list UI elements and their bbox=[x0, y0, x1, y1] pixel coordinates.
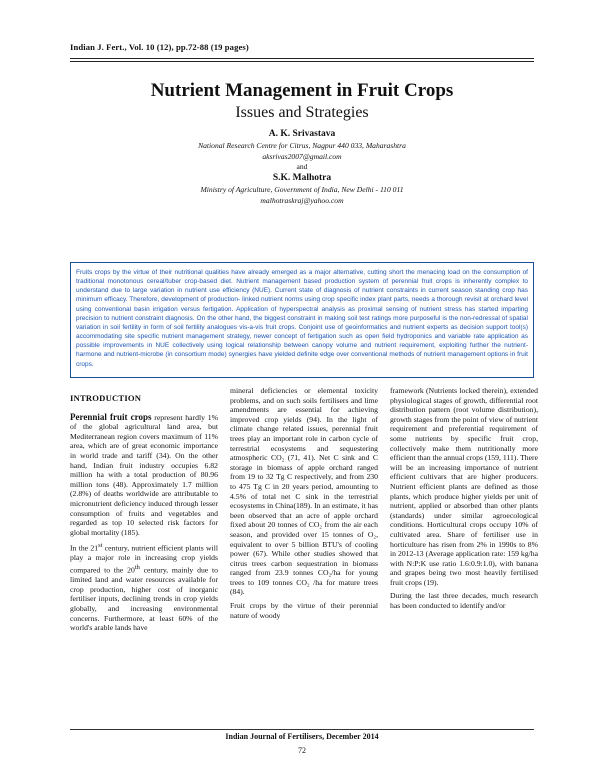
column-2 bbox=[230, 386, 378, 728]
header-rule-thin bbox=[70, 61, 534, 62]
paragraph: During the last three decades, much research has been conducted to identify and/or bbox=[390, 591, 538, 611]
abstract-box: Fruits crops by the virtue of their nutritional qualities have already emerged as a major alternative, cutting short the menacing load on the consumption of traditional monotonous cereal/tuber crop-based diet. Nutrient management based production system of perennial fruit crops is inherently complex to understand due to large variation in nutrient use efficiency (NUE). Current state of diagnosis of nutrient constraints in current season standing crop has minimum efficacy. Therefore, development of production- linked nutrient norms using crop specific index plant parts, needs a thorough revisit at orchard level using conventional basin irrigation versus fertigation. Application of hyperspectral analysis as proximal sensing of nutrient stress has started imparting precision to nutrient constraint diagnosis. On the other hand, the biggest constraint in making soil test ratings more purposeful is the non-redressal of spatial variation in soil fertility in form of soil fertility analogues vis-a-vis fruit crops. Conjoint use of geoinformatics and nutrient experts as decision support tool(s) accommodating site specific nutrient management strategy, newer concept of fertigation such as open field hydroponics and variable rate application as possible improvements in NUE collectively using logical relationship between canopy volume and nutrient requirement, exploiting further the nutrient-harmone and nutrient-microbe (in consortium mode) synergies have yielded definite edge over conventional methods of nutrient management options in fruit crops. bbox=[70, 262, 534, 378]
author-block bbox=[70, 128, 534, 206]
column-1 bbox=[70, 394, 218, 728]
page-number: 72 bbox=[298, 746, 306, 755]
author-2-name: S.K. Malhotra bbox=[272, 173, 332, 183]
paragraph-text: In the 21 bbox=[70, 543, 99, 553]
author-2-affiliation: Ministry of Agriculture, Government of India, New Delhi - 110 011 bbox=[200, 185, 404, 194]
paragraph-text: century, mainly due to limited land and water resources available for crop production, higher cost of inorganic fertiliser inputs, declining trends in crop yields globally, and increasing environmental concerns. Furthermore, at least 60% of the world's arable lands have bbox=[70, 565, 218, 633]
paragraph bbox=[70, 413, 218, 538]
author-1-email[interactable]: aksrivas2007@gmail.com bbox=[262, 151, 342, 161]
article-title: Nutrient Management in Fruit Crops bbox=[150, 80, 454, 101]
paragraph-text: represent hardly 1% of the global agricultural land area, but Mediterranean region covers maximum of 11% area, which are of great economic importance in world trade and tariff (34). On the other hand, Indian fruit industry occupies 6.82 million ha with a total production of 80.96 million tons (48). Approximately 1.7 million (2.8%) of deaths worldwide are attributable to micronutrient deficiency induced through lesser consumption of fruits and vegetables and regarded as top 10 selected risk factors for global mortality (185). bbox=[70, 412, 218, 537]
author-1-affiliation: National Research Centre for Citrus, Nagpur 440 033, Maharashtra bbox=[198, 141, 406, 150]
header-rule bbox=[70, 58, 534, 59]
paragraph: framework (Nutrients locked therein), extended physiological stages of growth, differential root distribution pattern (root volume distribution), growth stages from the point of view of nutrient requirement and preferential requirement of some nutrients by specific fruit crop, collectively make them nutritionally more efficient than the annual crops (159, 111). There will be an increasing importance of nutrient efficient cultivars that are higher producers. Nutrient efficient plants are defined as those plants, which produce higher yields per unit of nutrient, applied or absorbed than other plants (standards) under similar agroecological conditions. Horticultural crops occupy 10% of cultivated area. Share of fertiliser use in horticulture has risen from 2% in 1990s to 8% in 2012-13 (Average application rate: 159 kg/ha with N:P:K use ratio 1.6:0.9:1.0), with banana and grapes being two most heavily fertilised fruit crops (19). bbox=[390, 386, 538, 587]
paragraph-text: century, nutrient efficient plants will play a major role in increasing crop yields compared to the 20 bbox=[70, 543, 218, 575]
footer-rule bbox=[70, 729, 534, 730]
journal-reference: Indian J. Fert., Vol. 10 (12), pp.72-88 (19 pages) bbox=[70, 42, 249, 52]
superscript: st bbox=[98, 542, 103, 550]
footer-journal-issue: Indian Journal of Fertilisers, December 2014 bbox=[225, 732, 379, 741]
author-2-email[interactable]: malhotraskraj@yahoo.com bbox=[260, 195, 344, 205]
paragraph: Fruit crops by the virtue of their perennial nature of woody bbox=[230, 601, 378, 620]
author-separator: and bbox=[296, 162, 308, 171]
section-heading-introduction: INTRODUCTION bbox=[70, 394, 142, 403]
superscript: th bbox=[134, 564, 140, 572]
paragraph: mineral deficiencies or elemental toxicity problems, and on such soils fertilisers and lime amendments are essential for achieving improved crop yields (94). In the light of climate change related issues, perennial fruit trees play an important role in carbon cycle of terrestrial ecosystems and sequestering atmospheric CO₂ (71, 41). Net C sink and C storage in biomass of apple orchard ranged from 19 to 32 Tg C respectively, and from 230 to 475 Tg C in 20 years period, amounting to 4.5% of total net C sink in the terrestrial ecosystems in China(189). In an estimate, it has been observed that an acre of apple orchard fixed about 20 tonnes of CO₂ from the air each season, and provided over 15 tonnes of O₂, equivalent to over 5 billion BTU's of cooling power (67). While other studies showed that citrus trees carbon sequestration in biomass ranged from 23.9 tonnes CO₂/ha for young trees to 109 tonnes CO₂ /ha for mature trees (84). bbox=[230, 386, 378, 597]
body-columns bbox=[70, 386, 540, 728]
author-1-name: A. K. Srivastava bbox=[268, 129, 336, 139]
column-3 bbox=[390, 386, 538, 728]
article-subtitle: Issues and Strategies bbox=[235, 104, 369, 121]
paragraph bbox=[70, 541, 218, 632]
lead-phrase: Perennial fruit crops bbox=[70, 411, 152, 422]
